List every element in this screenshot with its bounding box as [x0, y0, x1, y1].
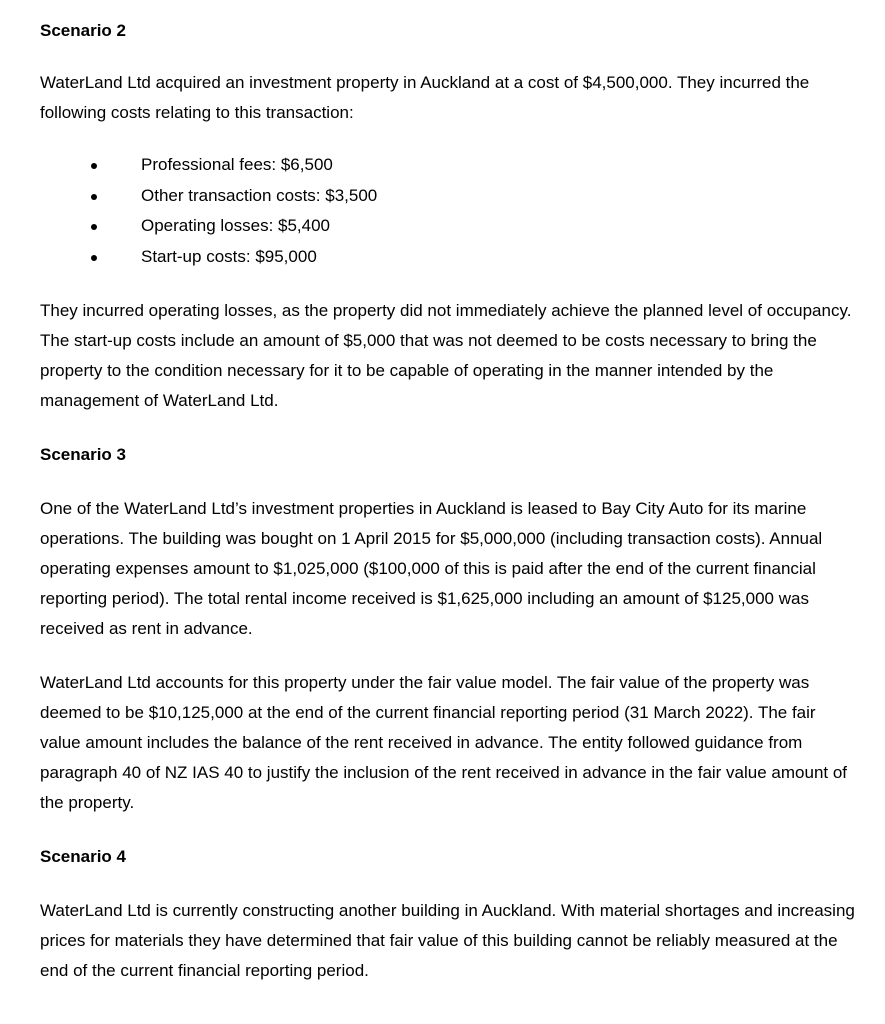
document-page — [40, 18, 860, 986]
list-item — [40, 211, 860, 242]
list-item — [40, 242, 860, 273]
scenario-4-heading: Scenario 4 — [40, 847, 126, 866]
scenario-2-paragraph: They incurred operating losses, as the property did not immediately achieve the planned level of occupancy. The start-up costs include an amount of $5,000 that was not deemed to be costs necessary to bring the property to the condition necessary for it to be capable of operating in the manner intended by the management of WaterLand Ltd. — [40, 301, 852, 410]
list-item — [40, 181, 860, 212]
scenario-2-heading: Scenario 2 — [40, 21, 126, 40]
bullet-icon — [91, 163, 97, 169]
scenario-4-paragraph: WaterLand Ltd is currently constructing another building in Auckland. With material shortages and increasing prices for materials they have determined that fair value of this building cannot be reliably measured at the end of the current financial reporting period. — [40, 901, 855, 980]
scenario-2-cost-list — [40, 150, 860, 272]
scenario-3-paragraph-2: WaterLand Ltd accounts for this property under the fair value model. The fair value of the property was deemed to be $10,125,000 at the end of the current financial reporting period (31 March 2022). The fair value amount includes the balance of the rent received in advance. The entity followed guidance from paragraph 40 of NZ IAS 40 to justify the inclusion of the rent received in advance in the fair value amount of the property. — [40, 673, 848, 812]
bullet-icon — [91, 194, 97, 200]
scenario-3-heading: Scenario 3 — [40, 445, 126, 464]
list-item — [40, 150, 860, 181]
cost-item-text: Professional fees: $6,500 — [141, 155, 333, 174]
bullet-icon — [91, 255, 97, 261]
scenario-2-intro: WaterLand Ltd acquired an investment property in Auckland at a cost of $4,500,000. They incurred the following costs relating to this transaction: — [40, 73, 810, 122]
scenario-3-paragraph-1: One of the WaterLand Ltd’s investment properties in Auckland is leased to Bay City Auto for its marine operations. The building was bought on 1 April 2015 for $5,000,000 (including transaction costs). Annual operating expenses amount to $1,025,000 ($100,000 of this is paid after the end of the current financial reporting period). The total rental income received is $1,625,000 including an amount of $125,000 was received as rent in advance. — [40, 499, 823, 638]
cost-item-text: Operating losses: $5,400 — [141, 216, 331, 235]
bullet-icon — [91, 224, 97, 230]
cost-item-text: Other transaction costs: $3,500 — [141, 185, 378, 205]
cost-item-text: Start-up costs: $95,000 — [141, 246, 317, 266]
